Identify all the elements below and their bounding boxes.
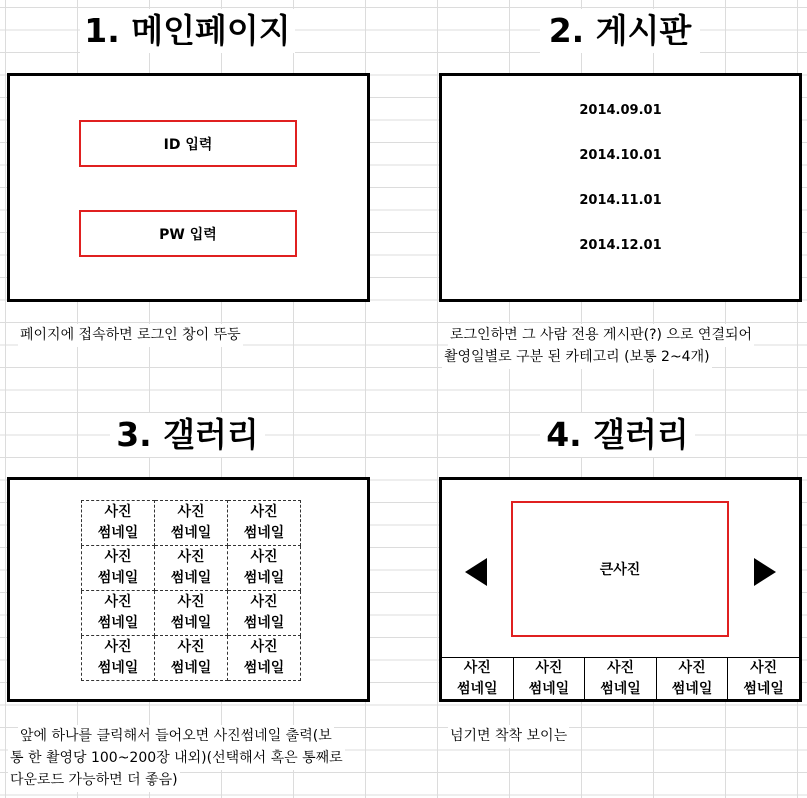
thumbnail-label-line1: 사진 bbox=[177, 594, 205, 610]
thumbnail-label-line2: 썸네일 bbox=[97, 660, 139, 676]
strip-thumbnail[interactable] bbox=[657, 658, 729, 699]
thumbnail-cell[interactable] bbox=[82, 636, 155, 681]
thumbnail-label-line2: 썸네일 bbox=[170, 615, 212, 631]
board-date-item[interactable]: 2014.12.01 bbox=[579, 238, 662, 253]
thumbnail-label-line1: 사진 bbox=[177, 504, 205, 520]
thumbnail-cell[interactable] bbox=[155, 501, 228, 546]
thumbnail-label-line1: 사진 bbox=[104, 549, 132, 565]
big-photo: 큰사진 bbox=[511, 501, 729, 637]
board-description-line2: 촬영일별로 구분 된 카테고리 (보통 2~4개) bbox=[442, 346, 712, 369]
thumbnail-cell[interactable] bbox=[82, 546, 155, 591]
gallery-grid-panel bbox=[7, 477, 370, 702]
strip-thumbnail-line2: 썸네일 bbox=[671, 680, 713, 697]
thumbnail-label-line2: 썸네일 bbox=[97, 615, 139, 631]
gallery-grid-description-line2: 통 한 촬영당 100~200장 내외)(선택해서 혹은 통째로 bbox=[8, 747, 345, 770]
thumbnail-label-line1: 사진 bbox=[250, 504, 278, 520]
thumbnail-label-line2: 썸네일 bbox=[97, 570, 139, 586]
thumbnail-label-line2: 썸네일 bbox=[243, 660, 285, 676]
main-page-description: 페이지에 접속하면 로그인 창이 뚜둥 bbox=[18, 324, 243, 347]
gallery-grid-description-line1: 앞에 하나를 클릭해서 들어오면 사진썸네일 출력(보 bbox=[18, 725, 334, 748]
thumbnail-label-line1: 사진 bbox=[104, 504, 132, 520]
strip-thumbnail-line1: 사진 bbox=[750, 659, 778, 676]
thumbnail-cell[interactable] bbox=[155, 546, 228, 591]
thumbnail-label-line2: 썸네일 bbox=[170, 525, 212, 541]
thumbnail-label-line2: 썸네일 bbox=[243, 570, 285, 586]
thumbnail-strip bbox=[442, 657, 799, 699]
board-panel bbox=[439, 73, 802, 302]
strip-thumbnail-line1: 사진 bbox=[463, 659, 491, 676]
thumbnail-label-line1: 사진 bbox=[177, 549, 205, 565]
board-date-item[interactable]: 2014.10.01 bbox=[579, 148, 662, 163]
thumbnail-label-line2: 썸네일 bbox=[243, 525, 285, 541]
gallery-grid-description-line3: 다운로드 가능하면 더 좋음) bbox=[8, 769, 180, 792]
strip-thumbnail[interactable] bbox=[585, 658, 657, 699]
main-page-panel bbox=[7, 73, 370, 302]
thumbnail-cell[interactable] bbox=[155, 636, 228, 681]
thumbnail-label-line1: 사진 bbox=[104, 639, 132, 655]
thumbnail-cell[interactable] bbox=[228, 591, 301, 636]
gallery-grid-title: 3. 갤러리 bbox=[110, 413, 265, 457]
thumbnail-label-line2: 썸네일 bbox=[243, 615, 285, 631]
id-input-box[interactable]: ID 입력 bbox=[79, 120, 297, 167]
strip-thumbnail-line2: 썸네일 bbox=[457, 680, 498, 697]
board-title: 2. 게시판 bbox=[540, 9, 700, 53]
thumbnail-label-line2: 썸네일 bbox=[170, 660, 212, 676]
board-description-line1: 로그인하면 그 사람 전용 게시판(?) 으로 연결되어 bbox=[448, 324, 754, 347]
strip-thumbnail-line2: 썸네일 bbox=[600, 680, 641, 697]
thumbnail-label-line1: 사진 bbox=[250, 549, 278, 565]
board-date-item[interactable]: 2014.09.01 bbox=[579, 103, 662, 118]
strip-thumbnail[interactable] bbox=[728, 658, 799, 699]
thumbnail-label-line2: 썸네일 bbox=[97, 525, 139, 541]
thumbnail-label-line1: 사진 bbox=[250, 594, 278, 610]
thumbnail-cell[interactable] bbox=[82, 591, 155, 636]
gallery-view-panel bbox=[439, 477, 802, 702]
strip-thumbnail-line2: 썸네일 bbox=[528, 680, 570, 697]
thumbnail-cell[interactable] bbox=[228, 546, 301, 591]
strip-thumbnail[interactable] bbox=[442, 658, 514, 699]
strip-thumbnail-line2: 썸네일 bbox=[743, 680, 784, 697]
thumbnail-label-line1: 사진 bbox=[250, 639, 278, 655]
gallery-view-description: 넘기면 착착 보이는 bbox=[448, 725, 569, 748]
thumbnail-cell[interactable] bbox=[228, 636, 301, 681]
thumbnail-cell[interactable] bbox=[155, 591, 228, 636]
thumbnail-cell[interactable] bbox=[82, 501, 155, 546]
thumbnail-label-line1: 사진 bbox=[104, 594, 132, 610]
strip-thumbnail-line1: 사진 bbox=[535, 659, 563, 676]
strip-thumbnail[interactable] bbox=[514, 658, 586, 699]
thumbnail-label-line1: 사진 bbox=[177, 639, 205, 655]
thumbnail-grid bbox=[81, 500, 301, 681]
board-date-item[interactable]: 2014.11.01 bbox=[579, 193, 662, 208]
main-page-title: 1. 메인페이지 bbox=[80, 9, 295, 53]
pw-input-box[interactable]: PW 입력 bbox=[79, 210, 297, 257]
triangle-right-icon[interactable] bbox=[754, 558, 776, 586]
thumbnail-label-line2: 썸네일 bbox=[170, 570, 212, 586]
strip-thumbnail-line1: 사진 bbox=[678, 659, 706, 676]
gallery-view-title: 4. 갤러리 bbox=[540, 413, 695, 457]
triangle-left-icon[interactable] bbox=[465, 558, 487, 586]
strip-thumbnail-line1: 사진 bbox=[606, 659, 635, 676]
thumbnail-cell[interactable] bbox=[228, 501, 301, 546]
